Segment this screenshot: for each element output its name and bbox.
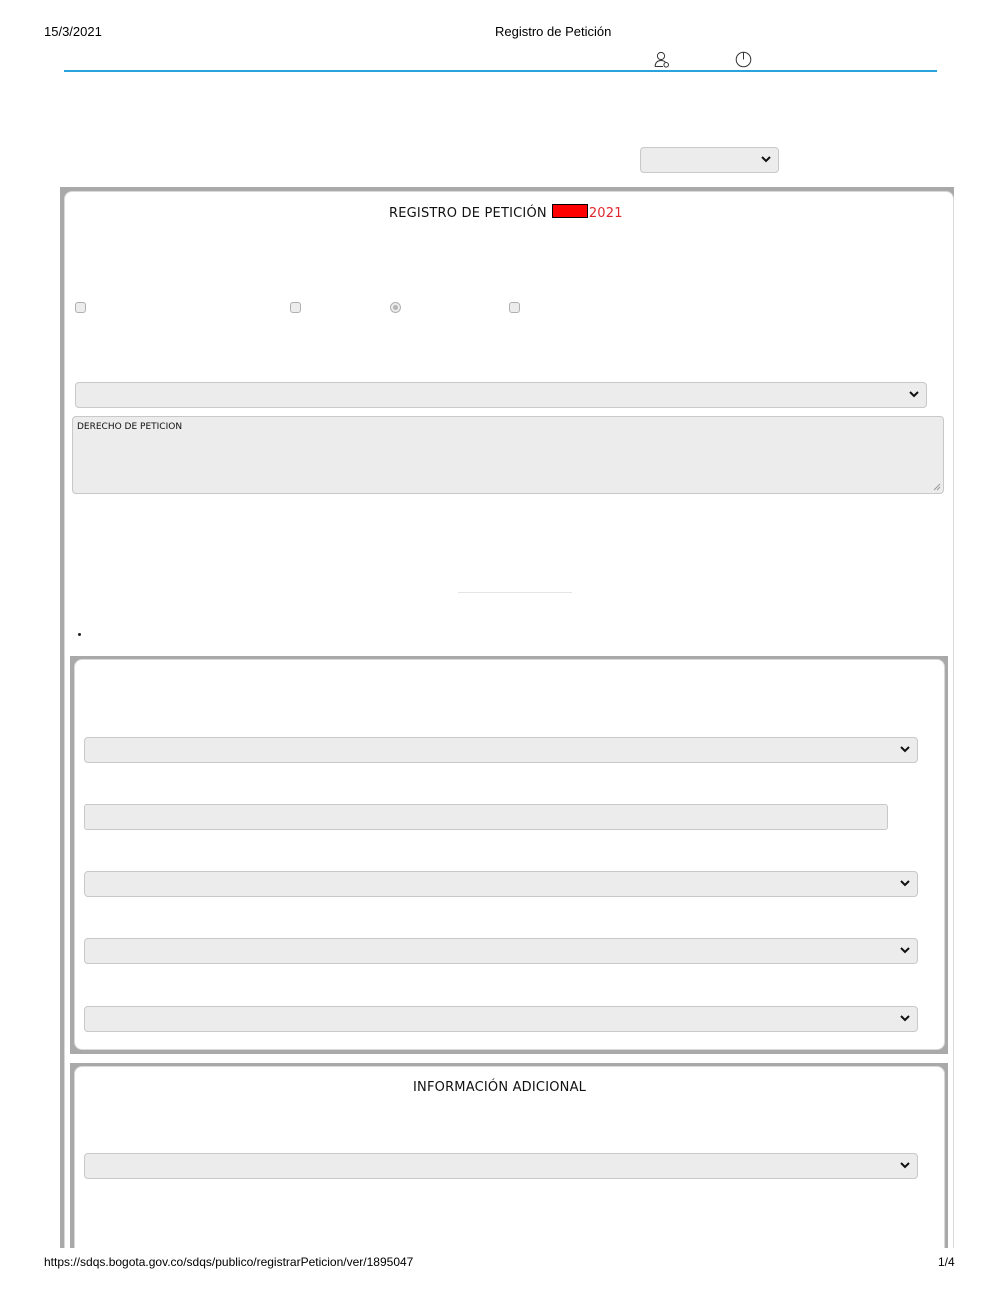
select-field-2[interactable] xyxy=(84,871,918,897)
registro-title-text: REGISTRO DE PETICIÓN xyxy=(389,206,547,221)
user-icon[interactable] xyxy=(654,51,670,68)
radio-option-1[interactable] xyxy=(75,302,86,313)
select-field-1[interactable] xyxy=(84,737,918,763)
header-divider xyxy=(64,70,937,72)
select-field-3[interactable] xyxy=(84,938,918,964)
chevron-down-icon xyxy=(899,944,911,956)
chevron-down-icon xyxy=(899,1012,911,1024)
registro-title xyxy=(389,204,623,221)
list-bullet xyxy=(78,633,81,636)
chevron-down-icon xyxy=(899,743,911,755)
print-page-number: 1/4 xyxy=(938,1255,955,1269)
select-field-4[interactable] xyxy=(84,1006,918,1032)
chevron-down-icon xyxy=(899,1159,911,1171)
radio-option-2[interactable] xyxy=(290,302,301,313)
chevron-down-icon xyxy=(899,877,911,889)
top-select[interactable] xyxy=(640,147,779,173)
asunto-textarea[interactable] xyxy=(72,416,944,494)
radio-option-3[interactable] xyxy=(390,302,401,313)
redacted-box xyxy=(552,204,588,218)
chevron-down-icon xyxy=(908,388,920,400)
ubicacion-panel xyxy=(74,659,945,1050)
select-field-5[interactable] xyxy=(84,1153,918,1179)
chevron-down-icon xyxy=(760,153,772,165)
power-icon[interactable] xyxy=(735,51,752,68)
resize-grip-icon[interactable] xyxy=(932,482,941,491)
print-date: 15/3/2021 xyxy=(44,24,102,39)
informacion-adicional-title: INFORMACIÓN ADICIONAL xyxy=(413,1080,587,1095)
separator-line xyxy=(458,592,572,593)
radio-option-4[interactable] xyxy=(509,302,520,313)
registro-year: 2021 xyxy=(588,206,623,221)
tipo-peticion-select[interactable] xyxy=(75,382,927,408)
print-url: https://sdqs.bogota.gov.co/sdqs/publico/registrarPeticion/ver/1895047 xyxy=(44,1255,414,1269)
print-page-title: Registro de Petición xyxy=(495,24,612,39)
asunto-textarea-value: DERECHO DE PETICION xyxy=(77,422,183,432)
text-input-1[interactable] xyxy=(84,804,888,830)
